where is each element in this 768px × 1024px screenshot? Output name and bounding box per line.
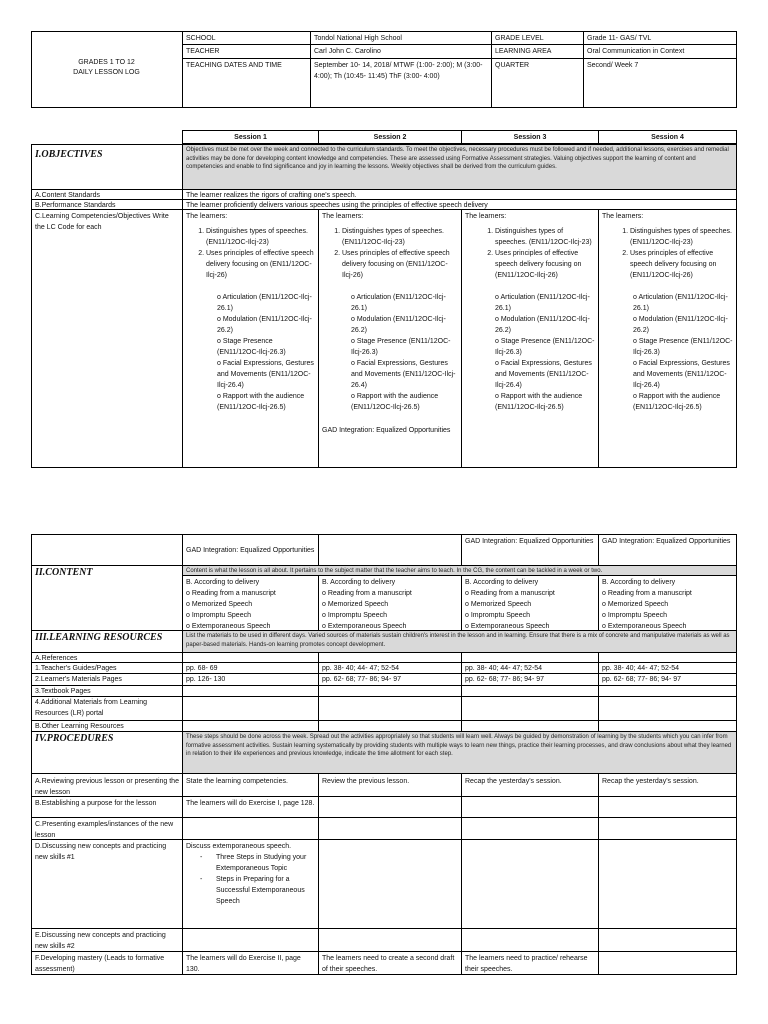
proc-c-label: C.Presenting examples/instances of the new lesson	[31, 817, 183, 840]
session-header-4: Session 4	[598, 130, 737, 144]
header-title	[31, 58, 182, 78]
competency-item-2: 2. Uses principles of effective speech delivery focusing on (EN11/12OC-Ilcj-26)	[342, 248, 458, 281]
proc-c-s2	[318, 817, 462, 840]
sub-facial-expressions: o Facial Expressions, Gestures and Movements (EN11/12OC-Ilcj-26.4)	[633, 360, 730, 389]
learners-materials-s3: pp. 62- 68; 77- 86; 94- 97	[461, 673, 599, 686]
gad-integration: GAD Integration: Equalized Opportunities	[186, 547, 315, 554]
session-header-1: Session 1	[182, 130, 319, 144]
school-value: Tondol National High School	[310, 31, 492, 45]
gad-session-1	[182, 534, 319, 566]
content-standards-value: The learner realizes the rigors of crafting one's speech.	[182, 189, 737, 200]
resources-note: List the materials to be used in different days. Varied sources of materials sustain children's interest in the lesson and in learning. Ensure that there is a mix of concrete and manipulative materials as well as paper-based materials. Hands-on learning promotes concept development.	[182, 630, 737, 653]
textbook-label: 3.Textbook Pages	[31, 685, 183, 697]
learners-materials-s1: pp. 126- 130	[182, 673, 319, 686]
competency-item-1: 1. Distinguishes types of speeches. (EN11/12OC-Ilcj-23)	[342, 226, 458, 248]
references-label: A.References	[31, 652, 183, 663]
additional-materials-label: 4.Additional Materials from Learning Resources (LR) portal	[31, 696, 183, 721]
gad-session-2	[318, 534, 462, 566]
competencies-session-4	[598, 209, 737, 468]
gad-session-4: GAD Integration: Equalized Opportunities	[598, 534, 737, 566]
proc-f-s4	[598, 951, 737, 975]
additional-s4	[598, 696, 737, 721]
proc-e-s1	[182, 928, 319, 952]
objectives-note: Objectives must be met over the week and connected to the curriculum standards. To meet the objectives, necessary procedures must be followed and if needed, additional lessons, exercises and remedial activities may be done for developing content knowledge and competencies. These are assessed using Formative Assessment strategies. Valuing objectives support the learning of content and competencies and enable to find significance and joy in learning the lessons. Weekly objectives shall be derived from the curriculum guides.	[182, 144, 737, 190]
content-line-2: o Reading from a manuscript	[465, 590, 555, 597]
procedures-title: IV.PROCEDURES	[31, 731, 183, 774]
content-session-2	[318, 575, 462, 631]
proc-d-s2	[318, 839, 462, 929]
content-title: II.CONTENT	[31, 565, 183, 631]
content-line-5: o Extemporaneous Speech	[186, 623, 271, 630]
content-line-1: B. According to delivery	[186, 579, 260, 586]
teachers-guide-s1: pp. 68- 69	[182, 662, 319, 674]
proc-f-s2: The learners need to create a second draft of their speeches.	[318, 951, 462, 975]
competencies-session-2	[318, 209, 462, 468]
area-label: LEARNING AREA	[491, 44, 584, 59]
procedures-note: These steps should be done across the week. Spread out the activities appropriately so that students will learn well. Always be guided by demonstration of learning by the students which you can infer from formative assessment activities. Sustain learning systematically by providing students with multiple ways to learn new things, practice their learning processes, and draw conclusions about what they learned in relation to their life experiences and previous knowledge, indicate the time allotment for each step.	[182, 731, 737, 774]
d-item-1: Three Steps in Studying your Extemporaneous Topic	[216, 854, 307, 872]
area-value: Oral Communication in Context	[583, 44, 737, 59]
proc-e-s2	[318, 928, 462, 952]
sub-rapport: o Rapport with the audience (EN11/12OC-Ilcj-26.5)	[633, 393, 721, 411]
session-header-2: Session 2	[318, 130, 462, 144]
learners-label: The learners:	[186, 213, 228, 220]
sub-stage-presence: o Stage Presence (EN11/12OC-Ilcj-26.3)	[351, 338, 451, 356]
teachers-guide-s2: pp. 38- 40; 44- 47; 52-54	[318, 662, 462, 674]
content-session-4	[598, 575, 737, 631]
learners-materials-s4: pp. 62- 68; 77- 86; 94- 97	[598, 673, 737, 686]
proc-f-s3: The learners need to practice/ rehearse their speeches.	[461, 951, 599, 975]
competencies-session-3	[461, 209, 599, 468]
sub-facial-expressions: o Facial Expressions, Gestures and Movements (EN11/12OC-Ilcj-26.4)	[217, 360, 314, 389]
proc-e-label: E.Discussing new concepts and practicing new skills #2	[31, 928, 183, 952]
proc-b-s3	[461, 796, 599, 818]
content-session-1	[182, 575, 319, 631]
proc-c-s1	[182, 817, 319, 840]
sub-rapport: o Rapport with the audience (EN11/12OC-Ilcj-26.5)	[351, 393, 439, 411]
competencies-label: C.Learning Competencies/Objectives Write the LC Code for each	[31, 209, 183, 468]
content-line-2: o Reading from a manuscript	[186, 590, 276, 597]
quarter-value: Second/ Week 7	[583, 58, 737, 108]
content-line-1: B. According to delivery	[322, 579, 396, 586]
proc-d-s3	[461, 839, 599, 929]
gad-row-label	[31, 534, 183, 566]
content-line-5: o Extemporaneous Speech	[465, 623, 550, 630]
header-title-line1: GRADES 1 TO 12	[78, 59, 135, 66]
proc-f-s1: The learners will do Exercise II, page 130.	[182, 951, 319, 975]
proc-e-s4	[598, 928, 737, 952]
session-header-3: Session 3	[461, 130, 599, 144]
teacher-value: Carl John C. Carolino	[310, 44, 492, 59]
teachers-guide-s3: pp. 38- 40; 44- 47; 52-54	[461, 662, 599, 674]
learners-materials-label: 2.Learner's Materials Pages	[31, 673, 183, 686]
proc-a-label: A.Reviewing previous lesson or presenting the new lesson	[31, 773, 183, 797]
proc-b-label: B.Establishing a purpose for the lesson	[31, 796, 183, 818]
other-resources-label: B.Other Learning Resources	[31, 720, 183, 732]
proc-f-label: F.Developing mastery (Leads to formative assessment)	[31, 951, 183, 975]
proc-e-s3	[461, 928, 599, 952]
content-line-4: o Impromptu Speech	[322, 612, 387, 619]
proc-a-s1: State the learning competencies.	[182, 773, 319, 797]
proc-d-label: D.Discussing new concepts and practicing new skills #1	[31, 839, 183, 929]
competency-item-2: 2. Uses principles of effective speech delivery focusing on (EN11/12OC-Ilcj-26)	[630, 248, 733, 281]
proc-d-s4	[598, 839, 737, 929]
content-line-1: B. According to delivery	[602, 579, 676, 586]
content-note: Content is what the lesson is all about. It pertains to the subject matter that the teacher aims to teach. In the CG, the content can be tackled in a week or two.	[182, 565, 737, 576]
content-line-3: o Memorized Speech	[465, 601, 532, 608]
teachers-guide-label: 1.Teacher's Guides/Pages	[31, 662, 183, 674]
learners-label: The learners:	[602, 213, 644, 220]
content-session-3	[461, 575, 599, 631]
sub-stage-presence: o Stage Presence (EN11/12OC-Ilcj-26.3)	[633, 338, 733, 356]
content-standards-label: A.Content Standards	[31, 189, 183, 200]
competency-item-1: 1. Distinguishes types of speeches. (EN11/12OC-Ilcj-23)	[630, 226, 733, 248]
sub-rapport: o Rapport with the audience (EN11/12OC-Ilcj-26.5)	[495, 393, 583, 411]
competencies-session-1	[182, 209, 319, 468]
grade-value: Grade 11- GAS/ TVL	[583, 31, 737, 45]
content-line-3: o Memorized Speech	[322, 601, 389, 608]
content-line-4: o Impromptu Speech	[186, 612, 251, 619]
additional-s2	[318, 696, 462, 721]
proc-c-s4	[598, 817, 737, 840]
content-line-4: o Impromptu Speech	[465, 612, 530, 619]
proc-b-s1: The learners will do Exercise I, page 128.	[182, 796, 319, 818]
competency-item-1: 1. Distinguishes types of speeches. (EN11/12OC-Ilcj-23)	[206, 226, 315, 248]
sub-rapport: o Rapport with the audience (EN11/12OC-Ilcj-26.5)	[217, 393, 305, 411]
learners-label: The learners:	[322, 213, 364, 220]
additional-s1	[182, 696, 319, 721]
sub-articulation: o Articulation (EN11/12OC-Ilcj-26.1)	[217, 294, 312, 312]
header-title-line2: DAILY LESSON LOG	[73, 69, 140, 76]
gad-session-3: GAD Integration: Equalized Opportunities	[461, 534, 599, 566]
proc-b-s2	[318, 796, 462, 818]
additional-s3	[461, 696, 599, 721]
performance-standards-value: The learner proficiently delivers various speeches using the principles of effective speech delivery	[182, 199, 737, 210]
proc-b-s4	[598, 796, 737, 818]
content-line-3: o Memorized Speech	[186, 601, 253, 608]
content-line-1: B. According to delivery	[465, 579, 539, 586]
objectives-title: I.OBJECTIVES	[31, 144, 183, 190]
dates-value: September 10- 14, 2018/ MTWF (1:00- 2:00); M (3:00- 4:00); Th (10:45- 11:45) ThF (3:00- 4:00)	[310, 58, 492, 108]
grade-label: GRADE LEVEL	[491, 31, 584, 45]
content-line-2: o Reading from a manuscript	[322, 590, 412, 597]
content-line-5: o Extemporaneous Speech	[602, 623, 687, 630]
sub-modulation: o Modulation (EN11/12OC-Ilcj-26.2)	[633, 316, 728, 334]
competency-item-2: 2. Uses principles of effective speech delivery focusing on (EN11/12OC-Ilcj-26)	[206, 248, 315, 281]
sub-articulation: o Articulation (EN11/12OC-Ilcj-26.1)	[633, 294, 728, 312]
proc-a-s4: Recap the yesterday's session.	[598, 773, 737, 797]
competency-item-2: 2. Uses principles of effective speech delivery focusing on (EN11/12OC-Ilcj-26)	[495, 248, 595, 281]
proc-a-s3: Recap the yesterday's session.	[461, 773, 599, 797]
proc-d-s1: Discuss extemporaneous speech. - Three Steps in Studying your Extemporaneous Topic - Steps in Preparing for a Successful Extemporaneous Speech	[182, 839, 319, 929]
sub-modulation: o Modulation (EN11/12OC-Ilcj-26.2)	[495, 316, 590, 334]
quarter-label: QUARTER	[491, 58, 584, 108]
proc-a-s2: Review the previous lesson.	[318, 773, 462, 797]
proc-c-s3	[461, 817, 599, 840]
d-item-2: Steps in Preparing for a Successful Extemporaneous Speech	[216, 876, 305, 905]
sub-modulation: o Modulation (EN11/12OC-Ilcj-26.2)	[351, 316, 446, 334]
sub-articulation: o Articulation (EN11/12OC-Ilcj-26.1)	[351, 294, 446, 312]
sub-facial-expressions: o Facial Expressions, Gestures and Movements (EN11/12OC-Ilcj-26.4)	[495, 360, 592, 389]
content-line-3: o Memorized Speech	[602, 601, 669, 608]
content-line-2: o Reading from a manuscript	[602, 590, 692, 597]
school-label: SCHOOL	[182, 31, 311, 45]
content-line-5: o Extemporaneous Speech	[322, 623, 407, 630]
sub-articulation: o Articulation (EN11/12OC-Ilcj-26.1)	[495, 294, 590, 312]
learners-materials-s2: pp. 62- 68; 77- 86; 94- 97	[318, 673, 462, 686]
teacher-label: TEACHER	[182, 44, 311, 59]
teachers-guide-s4: pp. 38- 40; 44- 47; 52-54	[598, 662, 737, 674]
resources-title: III.LEARNING RESOURCES	[31, 630, 183, 653]
sub-modulation: o Modulation (EN11/12OC-Ilcj-26.2)	[217, 316, 312, 334]
content-line-4: o Impromptu Speech	[602, 612, 667, 619]
discuss-extemporaneous: Discuss extemporaneous speech.	[186, 843, 292, 850]
dates-label: TEACHING DATES AND TIME	[182, 58, 311, 108]
sub-stage-presence: o Stage Presence (EN11/12OC-Ilcj-26.3)	[217, 338, 286, 356]
performance-standards-label: B.Performance Standards	[31, 199, 183, 210]
learners-label: The learners:	[465, 213, 507, 220]
competency-item-1: 1. Distinguishes types of speeches. (EN11/12OC-Ilcj-23)	[495, 226, 595, 248]
sub-stage-presence: o Stage Presence (EN11/12OC-Ilcj-26.3)	[495, 338, 595, 356]
gad-integration: GAD Integration: Equalized Opportunities	[322, 427, 451, 434]
sub-facial-expressions: o Facial Expressions, Gestures and Movements (EN11/12OC-Ilcj-26.4)	[351, 360, 456, 389]
